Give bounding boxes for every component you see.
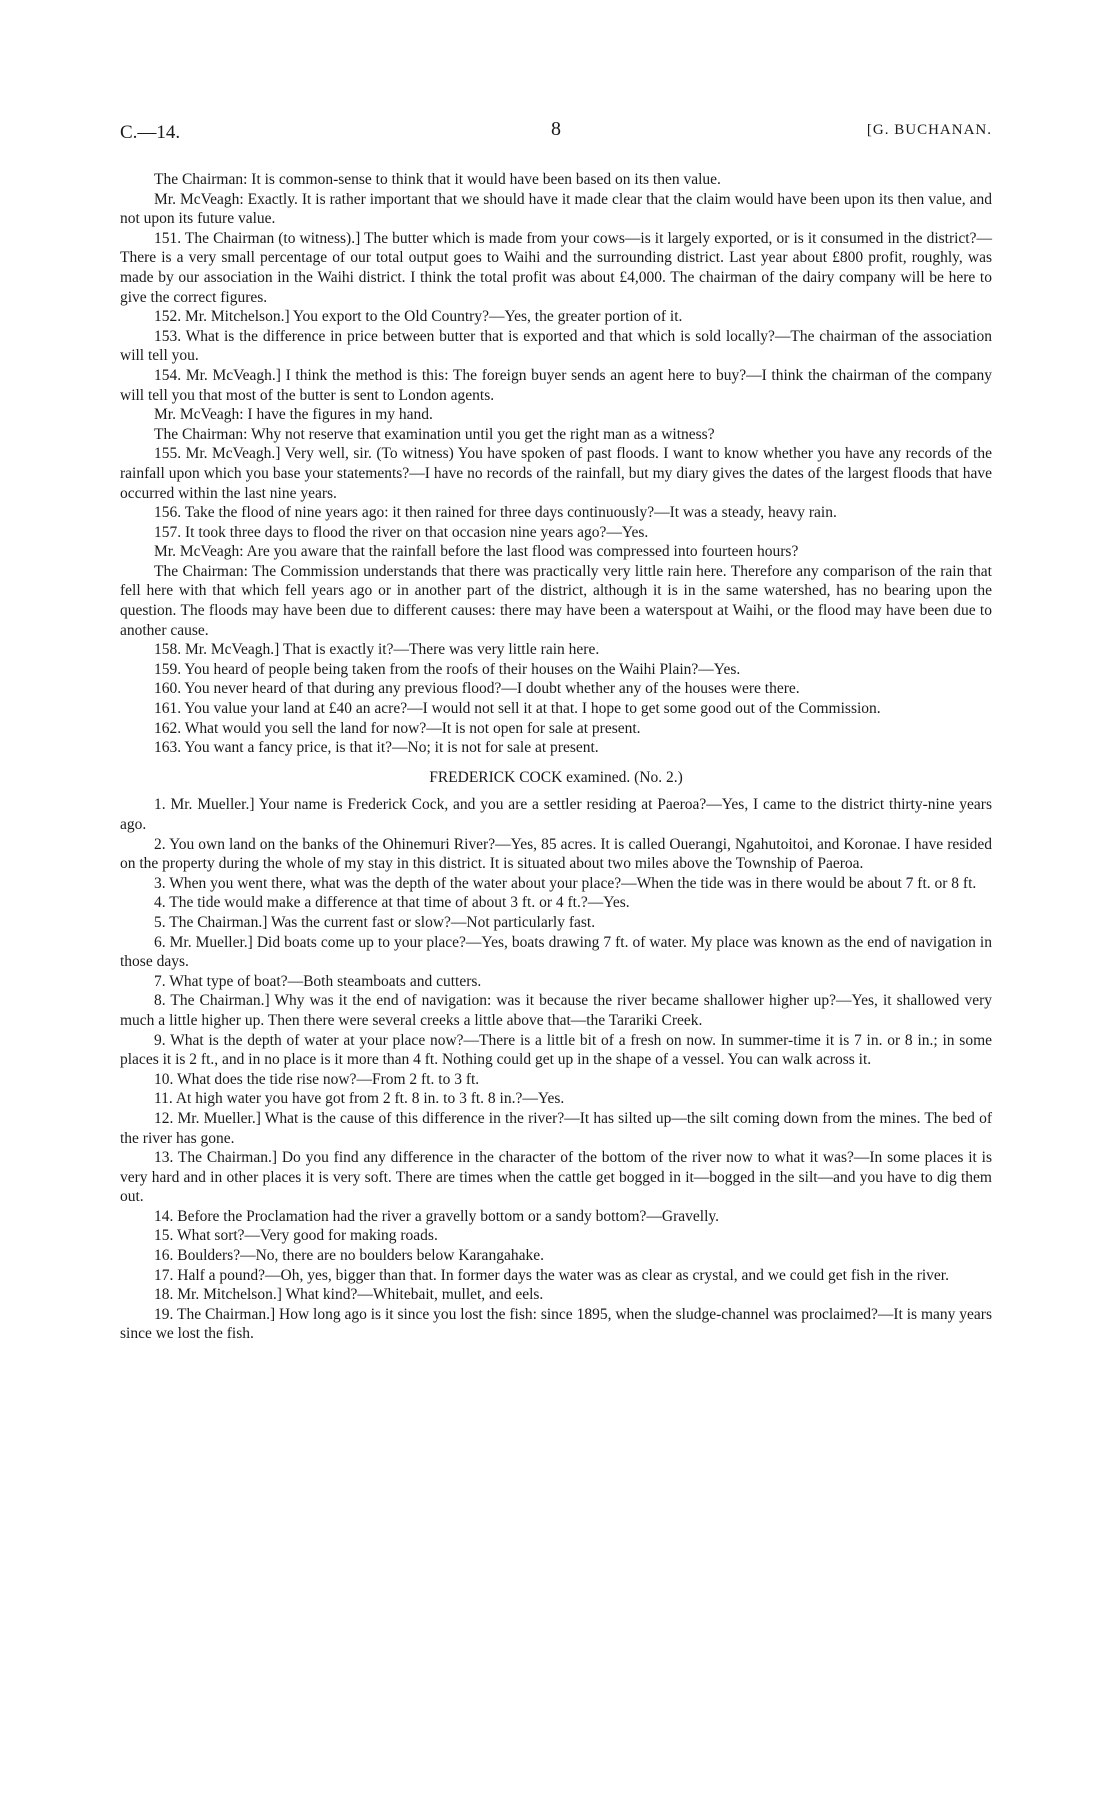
paragraph: The Chairman: The Commission understands that there was practically very little rain here. Therefore any comparison of the rain that fell here with that which fell years ago or in another part of the district, although it is in the same watershed, has no bearing upon the question. The floods may have been due to different causes: there may have been a waterspout at Waihi, or the flood may have been due to another cause. <box>120 562 992 639</box>
paragraph: 13. The Chairman.] Do you find any difference in the character of the bottom of the river now to what it was?—In some places it is very hard and in other places it is very soft. There are times when the cattle get bogged in it—bogged in the silt—and you have to dig them out. <box>120 1149 992 1206</box>
paragraph: 10. What does the tide rise now?—From 2 ft. to 3 ft. <box>154 1070 480 1088</box>
witness-name-header: [G. BUCHANAN. <box>866 122 992 138</box>
paragraph: 157. It took three days to flood the river on that occasion nine years ago?—Yes. <box>154 523 649 541</box>
paragraph: 11. At high water you have got from 2 ft. 8 in. to 3 ft. 8 in.?—Yes. <box>154 1090 565 1108</box>
paragraph: Mr. McVeagh: I have the figures in my hand. <box>154 406 433 424</box>
paragraph: 162. What would you sell the land for now?—It is not open for sale at present. <box>154 719 641 737</box>
paragraph: 152. Mr. Mitchelson.] You export to the Old Country?—Yes, the greater portion of it. <box>154 308 683 326</box>
paragraph: Mr. McVeagh: Exactly. It is rather important that we should have it made clear that the claim would have been upon its then value, and not upon its future value. <box>120 190 992 228</box>
paragraph: 1. Mr. Mueller.] Your name is Frederick Cock, and you are a settler residing at Paeroa?—Yes, I came to the district thirty-nine years ago. <box>120 796 992 833</box>
paragraph: The Chairman: It is common-sense to think that it would have been based on its then value. <box>154 171 721 188</box>
paragraph: 17. Half a pound?—Oh, yes, bigger than that. In former days the water was as clear as crystal, and we could get fish in the river. <box>154 1266 949 1284</box>
paragraph: 160. You never heard of that during any previous flood?—I doubt whether any of the houses were there. <box>154 680 800 698</box>
paragraph: 9. What is the depth of water at your place now?—There is a little bit of a fresh on now. In summer-time it is 7 in. or 8 in.; in some places it is 2 ft., and in no place is it more than 4 ft. Nothing could get up in the shape of a vessel. You can walk across it. <box>120 1031 992 1069</box>
page-number: 8 <box>551 118 561 140</box>
paragraph: 6. Mr. Mueller.] Did boats come up to your place?—Yes, boats drawing 7 ft. of water. My place was known as the end of navigation in those days. <box>120 933 992 971</box>
paragraph: 8. The Chairman.] Why was it the end of navigation: was it because the river became shallower higher up?—Yes, it shallowed very much a little higher up. Then there were several creeks a little above that—the Tarariki Creek. <box>120 992 992 1029</box>
paragraph: 159. You heard of people being taken from the roofs of their houses on the Waihi Plain?—Yes. <box>154 660 741 678</box>
paragraph: 12. Mr. Mueller.] What is the cause of this difference in the river?—It has silted up—the silt coming down from the mines. The bed of the river has gone. <box>120 1109 992 1147</box>
paragraph: 2. You own land on the banks of the Ohinemuri River?—Yes, 85 acres. It is called Ouerangi, Ngahutoitoi, and Koronae. I have resided on the property during the whole of my stay in this district. It is situated about two miles above the Township of Paeroa. <box>120 835 992 873</box>
paragraph: 153. What is the difference in price between butter that is exported and that which is sold locally?—The chairman of the association will tell you. <box>120 327 992 365</box>
document-body <box>120 170 992 1344</box>
paragraph: 163. You want a fancy price, is that it?—No; it is not for sale at present. <box>154 739 599 757</box>
paragraph: 14. Before the Proclamation had the river a gravelly bottom or a sandy bottom?—Gravelly. <box>154 1207 720 1225</box>
paragraph: 161. You value your land at £40 an acre?—I would not sell it at that. I hope to get some good out of the Commission. <box>154 700 881 718</box>
parliamentary-paper-number: C.—14. <box>120 122 181 143</box>
paragraph: The Chairman: Why not reserve that examination until you get the right man as a witness? <box>154 425 715 443</box>
paragraph: 3. When you went there, what was the depth of the water about your place?—When the tide was in there would be about 7 ft. or 8 ft. <box>154 874 977 892</box>
paragraph: 151. The Chairman (to witness).] The butter which is made from your cows—is it largely exported, or is it consumed in the district?—There is a very small percentage of our total output goes to Waihi and the surrounding district. Last year about £800 profit, roughly, was made by our association in the Waihi district. I think the total profit was about £4,000. The chairman of the dairy company will be here to give the correct figures. <box>120 229 992 306</box>
paragraph: 156. Take the flood of nine years ago: it then rained for three days continuously?—It was a steady, heavy rain. <box>154 504 837 522</box>
section-heading: FREDERICK COCK examined. (No. 2.) <box>429 768 683 786</box>
paragraph: 154. Mr. McVeagh.] I think the method is this: The foreign buyer sends an agent here to buy?—I think the chairman of the company will tell you that most of the butter is sent to London agents. <box>120 366 992 404</box>
page-header <box>120 118 992 150</box>
paragraph: 18. Mr. Mitchelson.] What kind?—Whitebait, mullet, and eels. <box>154 1286 544 1304</box>
paragraph: 15. What sort?—Very good for making roads. <box>154 1227 438 1245</box>
paragraph: 19. The Chairman.] How long ago is it since you lost the fish: since 1895, when the sludge-channel was proclaimed?—It is many years since we lost the fish. <box>120 1305 992 1343</box>
paragraph: 7. What type of boat?—Both steamboats and cutters. <box>154 972 482 990</box>
paragraph: 155. Mr. McVeagh.] Very well, sir. (To witness) You have spoken of past floods. I want to know whether you have any records of the rainfall upon which you base your statements?—I have no records of the rainfall, but my diary gives the dates of the largest floods that have occurred within the last nine years. <box>120 445 992 502</box>
paragraph: Mr. McVeagh: Are you aware that the rainfall before the last flood was compressed into fourteen hours? <box>154 543 799 561</box>
paragraph: 4. The tide would make a difference at that time of about 3 ft. or 4 ft.?—Yes. <box>154 894 630 912</box>
paragraph: 158. Mr. McVeagh.] That is exactly it?—There was very little rain here. <box>154 641 600 659</box>
paragraph: 16. Boulders?—No, there are no boulders below Karangahake. <box>154 1247 544 1265</box>
paragraph: 5. The Chairman.] Was the current fast or slow?—Not particularly fast. <box>154 913 596 931</box>
